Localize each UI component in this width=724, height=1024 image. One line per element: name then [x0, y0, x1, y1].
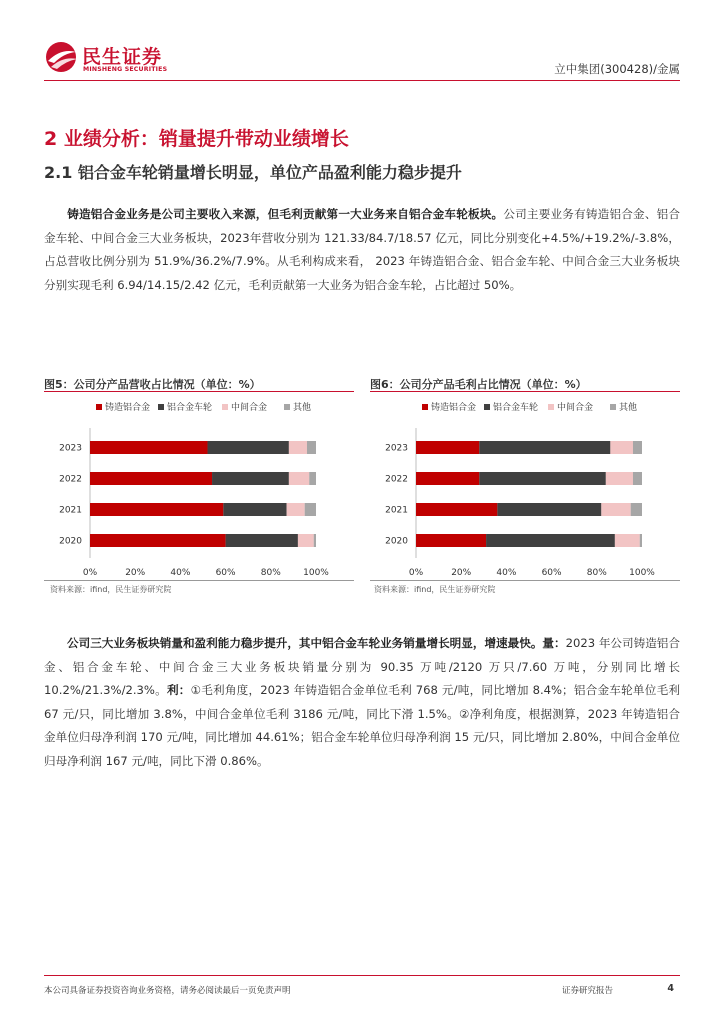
- bar-2023-series-3: [289, 441, 307, 454]
- chart-svg: [44, 396, 354, 596]
- bar-2021-series-1: [90, 503, 223, 516]
- bar-2021-series-3: [287, 503, 305, 516]
- figure-6-title: 图6：公司分产品毛利占比情况（单位：%）: [370, 378, 587, 391]
- bar-2023-series-2: [479, 441, 610, 454]
- bar-2022-series-4: [633, 472, 642, 485]
- header-divider: [44, 80, 680, 81]
- bar-2020-series-2: [226, 534, 298, 547]
- bar-2020-series-1: [416, 534, 486, 547]
- footer-divider: [44, 975, 680, 976]
- legend-swatch-4: [610, 404, 616, 410]
- legend-swatch-4: [284, 404, 290, 410]
- category-label-2021: 2021: [59, 505, 82, 516]
- x-tick-label: 60%: [541, 568, 562, 578]
- bar-2020-series-2: [486, 534, 615, 547]
- x-tick-label: 40%: [496, 568, 517, 578]
- brand-name-en: MINSHENG SECURITIES: [83, 66, 168, 73]
- legend-label-1: 铸造铝合金: [105, 403, 151, 413]
- bar-2023-series-1: [90, 441, 208, 454]
- figure-5-source: 资料来源：ifind，民生证券研究院: [50, 585, 172, 594]
- category-label-2021: 2021: [385, 505, 408, 516]
- bar-2021-series-4: [631, 503, 642, 516]
- category-label-2022: 2022: [59, 474, 82, 485]
- x-tick-label: 20%: [125, 568, 146, 578]
- bar-2022-series-2: [212, 472, 289, 485]
- figure-5-chart: [44, 396, 354, 596]
- x-tick-label: 100%: [629, 568, 655, 578]
- x-tick-label: 100%: [303, 568, 329, 578]
- bar-2022-series-4: [309, 472, 316, 485]
- x-tick-label: 0%: [408, 568, 424, 578]
- paragraph-revenue-structure: [44, 203, 680, 297]
- x-tick-label: 20%: [451, 568, 472, 578]
- bar-2021-series-3: [601, 503, 630, 516]
- legend-swatch-3: [222, 404, 228, 410]
- figure-5-title: 图5：公司分产品营收占比情况（单位：%）: [44, 378, 261, 391]
- section-subtitle: 2.1 铝合金车轮销量增长明显，单位产品盈利能力稳步提升: [44, 163, 462, 182]
- brand-logo: [44, 40, 174, 78]
- bar-2022-series-3: [606, 472, 633, 485]
- report-tag: 立中集团(300428)/金属: [554, 62, 680, 76]
- bar-2022-series-1: [416, 472, 479, 485]
- bar-2021-series-1: [416, 503, 497, 516]
- paragraph-body: 2023 年公司铸造铝合金、铝合金车轮、中间合金三大业务板块销量分别为 90.35 万吨/2120 万只/7.60 万吨，分别同比增长 10.2%/21.3%/2.3%。: [44, 636, 680, 698]
- footer-label: 证券研究报告: [562, 986, 614, 996]
- paragraph-volume-profit: [44, 632, 680, 774]
- x-tick-label: 80%: [260, 568, 281, 578]
- x-tick-label: 0%: [82, 568, 98, 578]
- x-tick-label: 80%: [586, 568, 607, 578]
- bar-2023-series-2: [208, 441, 289, 454]
- legend-label-2: 铝合金车轮: [167, 403, 213, 413]
- paragraph-lead: 公司三大业务板块销量和盈利能力稳步提升，其中铝合金车轮业务销量增长明显，增速最快。量：: [67, 636, 566, 650]
- category-label-2023: 2023: [385, 443, 408, 454]
- bar-2021-series-4: [305, 503, 316, 516]
- legend-label-4: 其他: [619, 403, 638, 413]
- x-tick-label: 40%: [170, 568, 191, 578]
- brand-logo-icon: [44, 40, 80, 74]
- x-tick-label: 60%: [215, 568, 236, 578]
- paragraph-lead-profit: 利：: [166, 683, 191, 698]
- brand-name: 民生证券: [82, 46, 163, 68]
- bar-2020-series-3: [298, 534, 314, 547]
- figure-5-rule: [44, 391, 354, 392]
- paragraph-body-profit: ①毛利角度，2023 年铸造铝合金单位毛利 768 元/吨，同比增加 8.4%；铝合金车轮单位毛利 67 元/只，同比增加 3.8%，中间合金单位毛利 3186 元/吨，同比下滑 1.5%。②净利角度，根据测算，2023 年铸造铝合金单位归母净利润 170 元/吨，同比增加 44.61%；铝合金车轮单位归母净利润 15 元/只，同比增加 2.80%，中间合金单位归母净利润 167 元/吨，同比下滑 0.86%。: [44, 683, 680, 768]
- figure-6-bottom-rule: [370, 580, 680, 581]
- bar-2022-series-2: [479, 472, 606, 485]
- bar-2023-series-1: [416, 441, 479, 454]
- figure-6-chart: [370, 396, 680, 596]
- legend-swatch-2: [484, 404, 490, 410]
- bar-2022-series-1: [90, 472, 212, 485]
- legend-label-3: 中间合金: [231, 403, 268, 413]
- paragraph-lead: 铸造铝合金业务是公司主要收入来源，但毛利贡献第一大业务来自铝合金车轮板块。: [67, 207, 504, 221]
- chart-svg: [370, 396, 680, 596]
- bar-2023-series-3: [610, 441, 633, 454]
- figure-6-source: 资料来源：ifind，民生证券研究院: [374, 585, 496, 594]
- legend-label-1: 铸造铝合金: [431, 403, 477, 413]
- paragraph-body: 公司主要业务有铸造铝合金、铝合金车轮、中间合金三大业务板块，2023年营收分别为 121.33/84.7/18.57 亿元，同比分别变化+4.5%/+19.2%/-3.8%，占总营收比例分别为 51.9%/36.2%/7.9%。从毛利构成来看， 2023 年铸造铝合金、铝合金车轮、中间合金三大业务板块分别实现毛利 6.94/14.15/2.42 亿元，毛利贡献第一大业务为铝合金车轮，占比超过 50%。: [44, 207, 680, 292]
- category-label-2020: 2020: [59, 536, 82, 547]
- bar-2020-series-4: [640, 534, 642, 547]
- bar-2023-series-4: [633, 441, 642, 454]
- legend-swatch-1: [422, 404, 428, 410]
- bar-2022-series-3: [289, 472, 309, 485]
- category-label-2023: 2023: [59, 443, 82, 454]
- legend-label-2: 铝合金车轮: [493, 403, 539, 413]
- bar-2021-series-2: [497, 503, 601, 516]
- figure-5-bottom-rule: [44, 580, 354, 581]
- bar-2020-series-1: [90, 534, 226, 547]
- bar-2020-series-4: [314, 534, 316, 547]
- footer-disclaimer: 本公司具备证券投资咨询业务资格，请务必阅读最后一页免责声明: [44, 986, 291, 996]
- bar-2020-series-3: [615, 534, 640, 547]
- legend-swatch-1: [96, 404, 102, 410]
- figure-6-rule: [370, 391, 680, 392]
- bar-2023-series-4: [307, 441, 316, 454]
- legend-label-4: 其他: [293, 403, 312, 413]
- category-label-2020: 2020: [385, 536, 408, 547]
- category-label-2022: 2022: [385, 474, 408, 485]
- legend-label-3: 中间合金: [557, 403, 594, 413]
- section-title: 2 业绩分析：销量提升带动业绩增长: [44, 128, 349, 150]
- legend-swatch-2: [158, 404, 164, 410]
- bar-2021-series-2: [223, 503, 286, 516]
- page-number: 4: [667, 983, 674, 994]
- legend-swatch-3: [548, 404, 554, 410]
